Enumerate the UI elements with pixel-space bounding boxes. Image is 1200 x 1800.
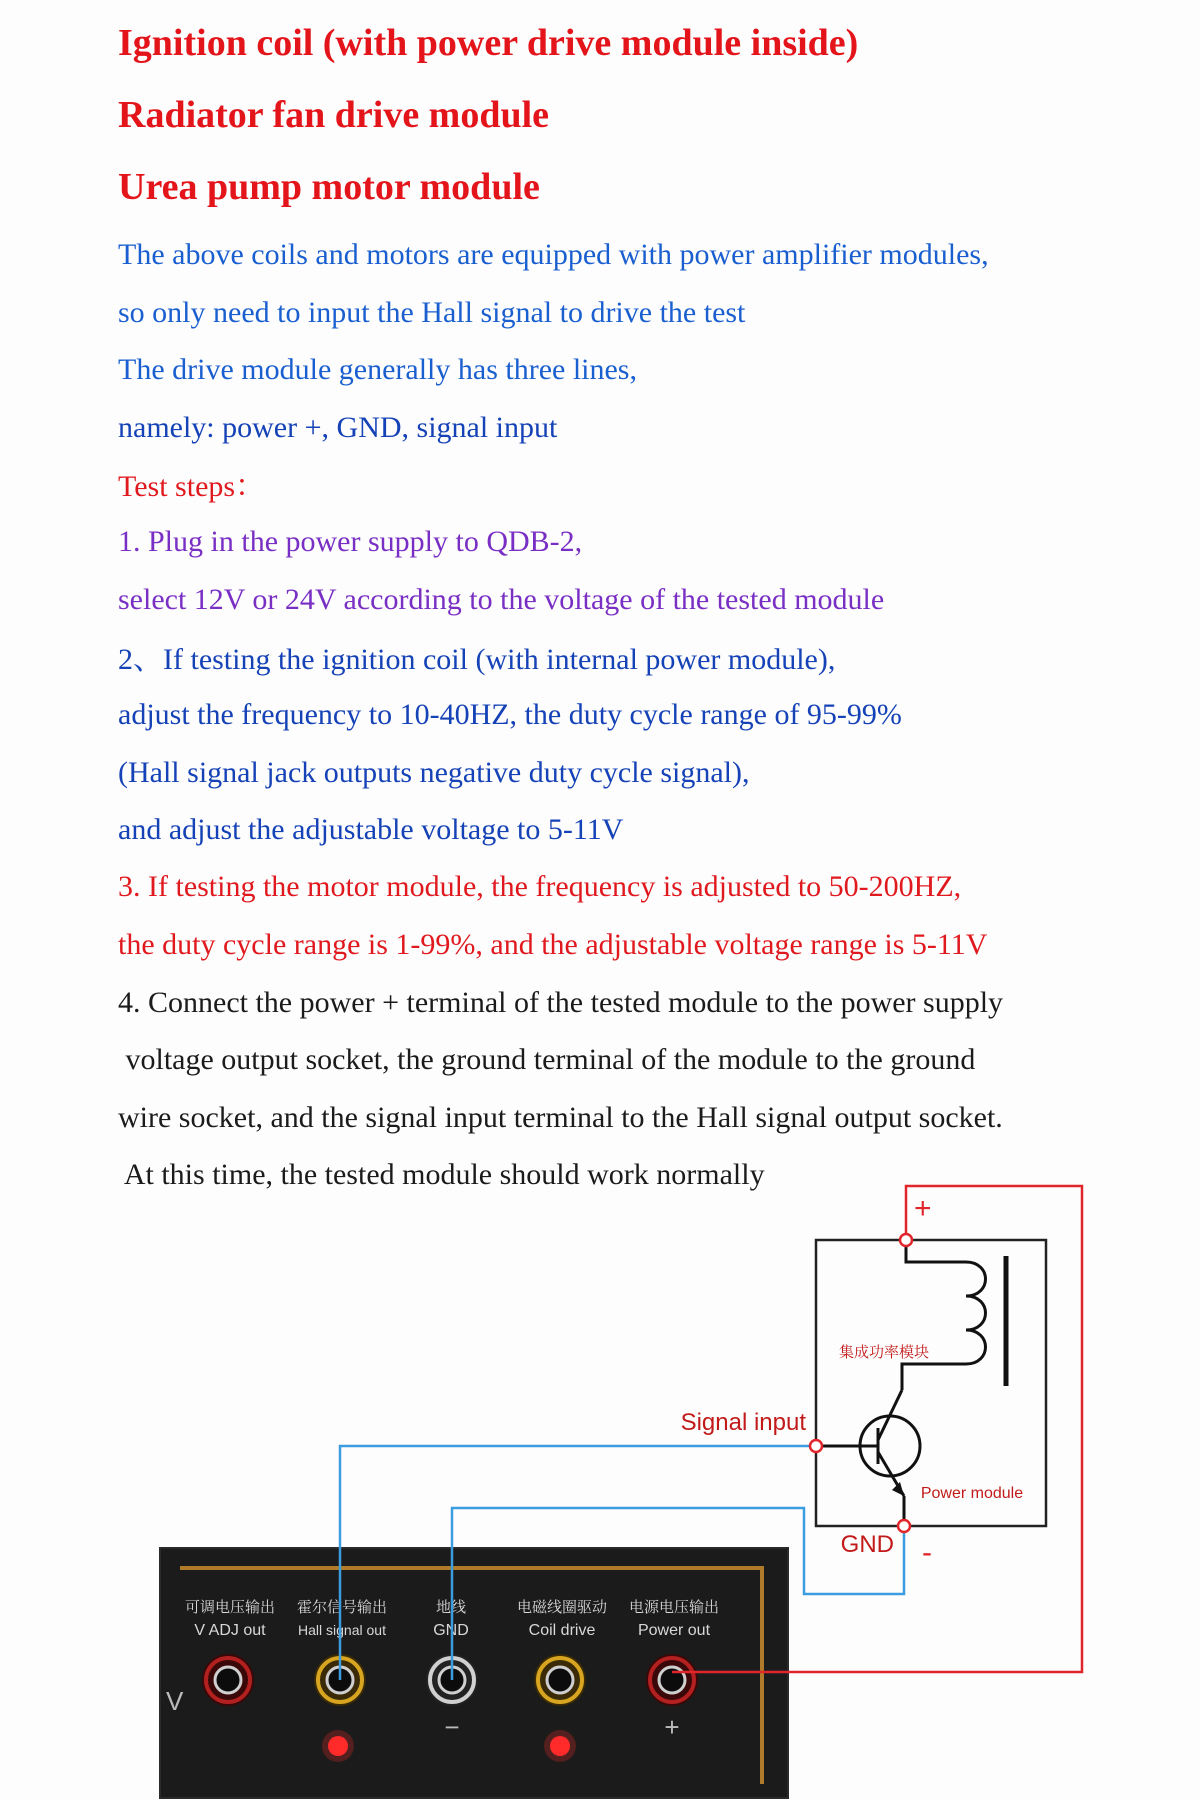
socket-label-en-coil: Coil drive	[528, 1622, 596, 1639]
socket-label-en-gnd: GND	[433, 1622, 469, 1639]
heading-radiator-fan: Radiator fan drive module	[118, 94, 550, 136]
intro-line-2: so only need to input the Hall signal to drive the test	[118, 296, 746, 329]
plus-label: +	[914, 1192, 932, 1225]
socket-label-cn-coil: 电磁线圈驱动	[516, 1599, 608, 1616]
junction-power	[900, 1234, 912, 1246]
power-module-box	[816, 1240, 1046, 1526]
socket-label-en-hall: Hall signal out	[298, 1622, 386, 1638]
intro-line-1: The above coils and motors are equipped with power amplifier modules,	[118, 238, 989, 271]
socket-label-en-vadj: V ADJ out	[194, 1622, 266, 1639]
junction-gnd	[898, 1520, 910, 1532]
module-label-cn: 集成功率模块	[838, 1344, 930, 1361]
step3-line-2: the duty cycle range is 1-99%, and the adjustable voltage range is 5-11V	[118, 928, 988, 961]
step1-line-1: 1. Plug in the power supply to QDB-2,	[118, 525, 583, 558]
panel-minus-sign: −	[444, 1712, 460, 1742]
step4-line-1: 4. Connect the power + terminal of the tested module to the power supply	[118, 986, 1004, 1019]
step2-line-2: adjust the frequency to 10-40HZ, the duty cycle range of 95-99%	[118, 698, 902, 731]
panel-plus-sign: +	[664, 1712, 680, 1742]
step2-line-4: and adjust the adjustable voltage to 5-11V	[118, 813, 624, 846]
minus-label: -	[922, 1536, 932, 1569]
socket-label-cn-power: 电源电压输出	[628, 1599, 720, 1616]
step3-line-1: 3. If testing the motor module, the frequency is adjusted to 50-200HZ,	[118, 870, 962, 903]
module-label-en: Power module	[920, 1485, 1024, 1502]
socket-power	[646, 1654, 698, 1706]
socket-label-cn-vadj: 可调电压输出	[184, 1599, 276, 1616]
step4-line-3: wire socket, and the signal input terminal to the Hall signal output socket.	[118, 1101, 1003, 1134]
intro-line-4: namely: power +, GND, signal input	[118, 411, 558, 444]
step2-line-1: 2、If testing the ignition coil (with internal power module),	[118, 643, 836, 676]
socket-vadj	[202, 1654, 254, 1706]
panel-side-label: V	[166, 1686, 184, 1716]
heading-ignition-coil: Ignition coil (with power drive module inside)	[118, 22, 859, 64]
socket-label-cn-hall: 霍尔信号输出	[296, 1599, 388, 1616]
step4-line-4: At this time, the tested module should work normally	[118, 1158, 765, 1191]
step2-line-3: (Hall signal jack outputs negative duty cycle signal),	[118, 756, 750, 789]
junction-signal	[810, 1440, 822, 1452]
steps-title: Test steps：	[118, 470, 266, 503]
transistor-icon	[816, 1390, 920, 1526]
step4-line-2: voltage output socket, the ground terminal of the module to the ground	[118, 1043, 976, 1076]
heading-urea-pump: Urea pump motor module	[118, 166, 540, 208]
socket-coil	[534, 1654, 586, 1706]
step1-line-2: select 12V or 24V according to the voltage of the tested module	[118, 583, 885, 616]
socket-label-en-power: Power out	[637, 1622, 711, 1639]
coil-icon	[902, 1240, 986, 1390]
intro-line-3: The drive module generally has three lines,	[118, 353, 637, 386]
signal-input-label: Signal input	[680, 1409, 806, 1436]
socket-label-cn-gnd: 地线	[435, 1599, 467, 1616]
gnd-label: GND	[840, 1531, 894, 1558]
